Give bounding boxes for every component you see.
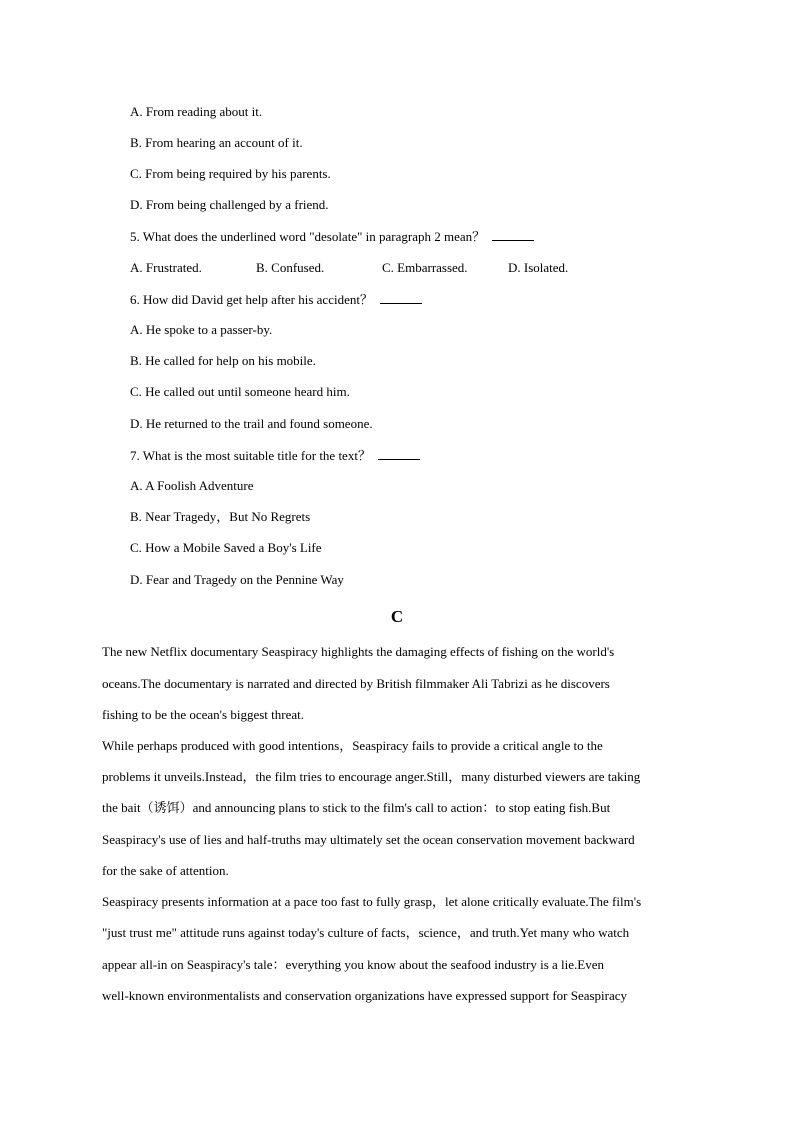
passage-line: the bait（诱饵）and announcing plans to stick to the film's call to action：to stop eating fish.But — [102, 800, 611, 815]
question-6-text: 6. How did David get help after his accident？ — [130, 292, 373, 307]
q4-option-d: D. From being challenged by a friend. — [130, 197, 329, 212]
question-6 — [130, 291, 422, 308]
question-7-text: 7. What is the most suitable title for the text？ — [130, 448, 371, 463]
q6-option-c: C. He called out until someone heard him. — [130, 384, 350, 399]
passage-line: Seaspiracy's use of lies and half-truths may ultimately set the ocean conservation movement backward — [102, 832, 635, 847]
q7-option-d: D. Fear and Tragedy on the Pennine Way — [130, 572, 344, 587]
q5-option-a: A. Frustrated. — [130, 260, 202, 275]
question-5-text: 5. What does the underlined word "desolate" in paragraph 2 mean？ — [130, 229, 486, 244]
q7-option-a: A. A Foolish Adventure — [130, 478, 254, 493]
passage-line: for the sake of attention. — [102, 863, 229, 878]
passage-line: problems it unveils.Instead，the film tries to encourage anger.Still，many disturbed viewers are taking — [102, 769, 641, 784]
passage-line: While perhaps produced with good intentions，Seaspiracy fails to provide a critical angle to the — [102, 738, 603, 753]
q4-option-c: C. From being required by his parents. — [130, 166, 331, 181]
question-7 — [130, 447, 420, 464]
passage-line: The new Netflix documentary Seaspiracy highlights the damaging effects of fishing on the world's — [102, 644, 615, 659]
q5-option-b: B. Confused. — [256, 260, 325, 275]
q7-option-b: B. Near Tragedy，But No Regrets — [130, 509, 311, 524]
passage-line: well-known environmentalists and conservation organizations have expressed support for Seaspiracy — [102, 988, 628, 1003]
q5-option-c: C. Embarrassed. — [382, 260, 468, 275]
answer-blank[interactable] — [380, 291, 422, 304]
question-5-options — [0, 260, 794, 276]
passage-line: appear all-in on Seaspiracy's tale：everything you know about the seafood industry is a lie.Even — [102, 957, 604, 972]
q4-option-b: B. From hearing an account of it. — [130, 135, 303, 150]
answer-blank[interactable] — [492, 228, 534, 241]
q4-option-a: A. From reading about it. — [130, 104, 263, 119]
q6-option-a: A. He spoke to a passer-by. — [130, 322, 273, 337]
q6-option-d: D. He returned to the trail and found someone. — [130, 416, 373, 431]
q6-option-b: B. He called for help on his mobile. — [130, 353, 316, 368]
q5-option-d: D. Isolated. — [508, 260, 569, 275]
passage-line: "just trust me" attitude runs against today's culture of facts，science，and truth.Yet many who watch — [102, 925, 630, 940]
section-heading: C — [390, 607, 404, 626]
q7-option-c: C. How a Mobile Saved a Boy's Life — [130, 540, 322, 555]
question-5 — [130, 228, 534, 245]
answer-blank[interactable] — [378, 447, 420, 460]
passage-line: Seaspiracy presents information at a pace too fast to fully grasp，let alone critically evaluate.The film's — [102, 894, 642, 909]
passage-line: oceans.The documentary is narrated and directed by British filmmaker Ali Tabrizi as he discovers — [102, 676, 610, 691]
passage-line: fishing to be the ocean's biggest threat. — [102, 707, 304, 722]
